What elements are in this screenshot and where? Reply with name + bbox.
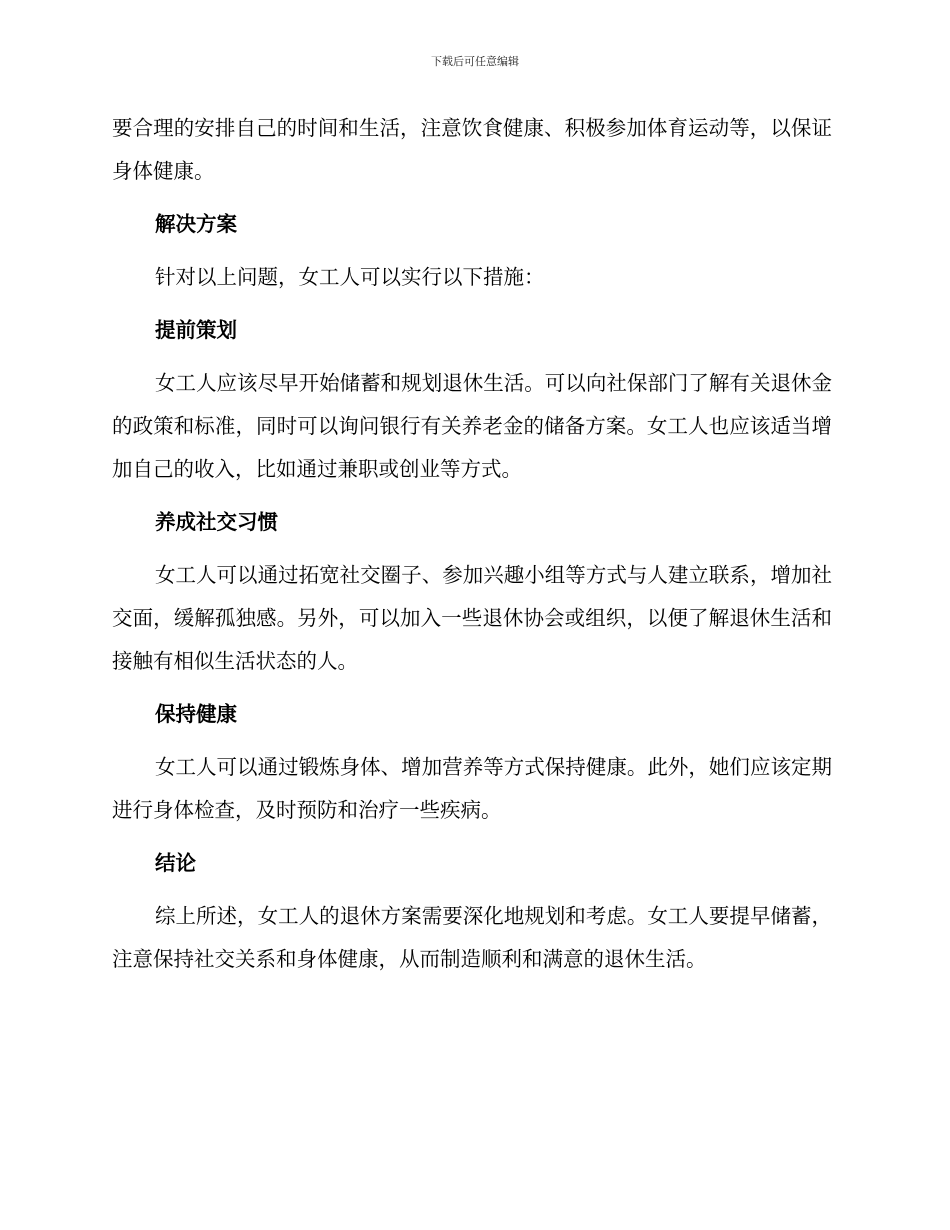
document-body xyxy=(112,107,832,991)
paragraph-intro: 要合理的安排自己的时间和生活，注意饮食健康、积极参加体育运动等，以保证身体健康。 xyxy=(112,116,832,183)
page-header: 下载后可任意编辑 xyxy=(431,55,519,68)
heading-solution: 解决方案 xyxy=(155,212,237,236)
paragraph-social: 女工人可以通过拓宽社交圈子、参加兴趣小组等方式与人建立联系，增加社交面，缓解孤独感。另外，可以加入一些退休协会或组织，以便了解退休生活和接触有相似生活状态的人。 xyxy=(112,563,832,673)
paragraph-solution: 针对以上问题，女工人可以实行以下措施： xyxy=(155,265,545,289)
paragraph-planning: 女工人应该尽早开始储蓄和规划退休生活。可以向社保部门了解有关退休金的政策和标准，同时可以询问银行有关养老金的储备方案。女工人也应该适当增加自己的收入，比如通过兼职或创业等方式。 xyxy=(112,371,832,481)
heading-planning: 提前策划 xyxy=(155,318,237,342)
heading-social: 养成社交习惯 xyxy=(155,510,278,534)
heading-conclusion: 结论 xyxy=(155,851,196,875)
paragraph-health: 女工人可以通过锻炼身体、增加营养等方式保持健康。此外，她们应该定期进行身体检查，及时预防和治疗一些疾病。 xyxy=(112,755,832,822)
paragraph-conclusion: 综上所述，女工人的退休方案需要深化地规划和考虑。女工人要提早储蓄，注意保持社交关系和身体健康，从而制造顺利和满意的退休生活。 xyxy=(112,904,832,971)
heading-health: 保持健康 xyxy=(155,702,237,726)
